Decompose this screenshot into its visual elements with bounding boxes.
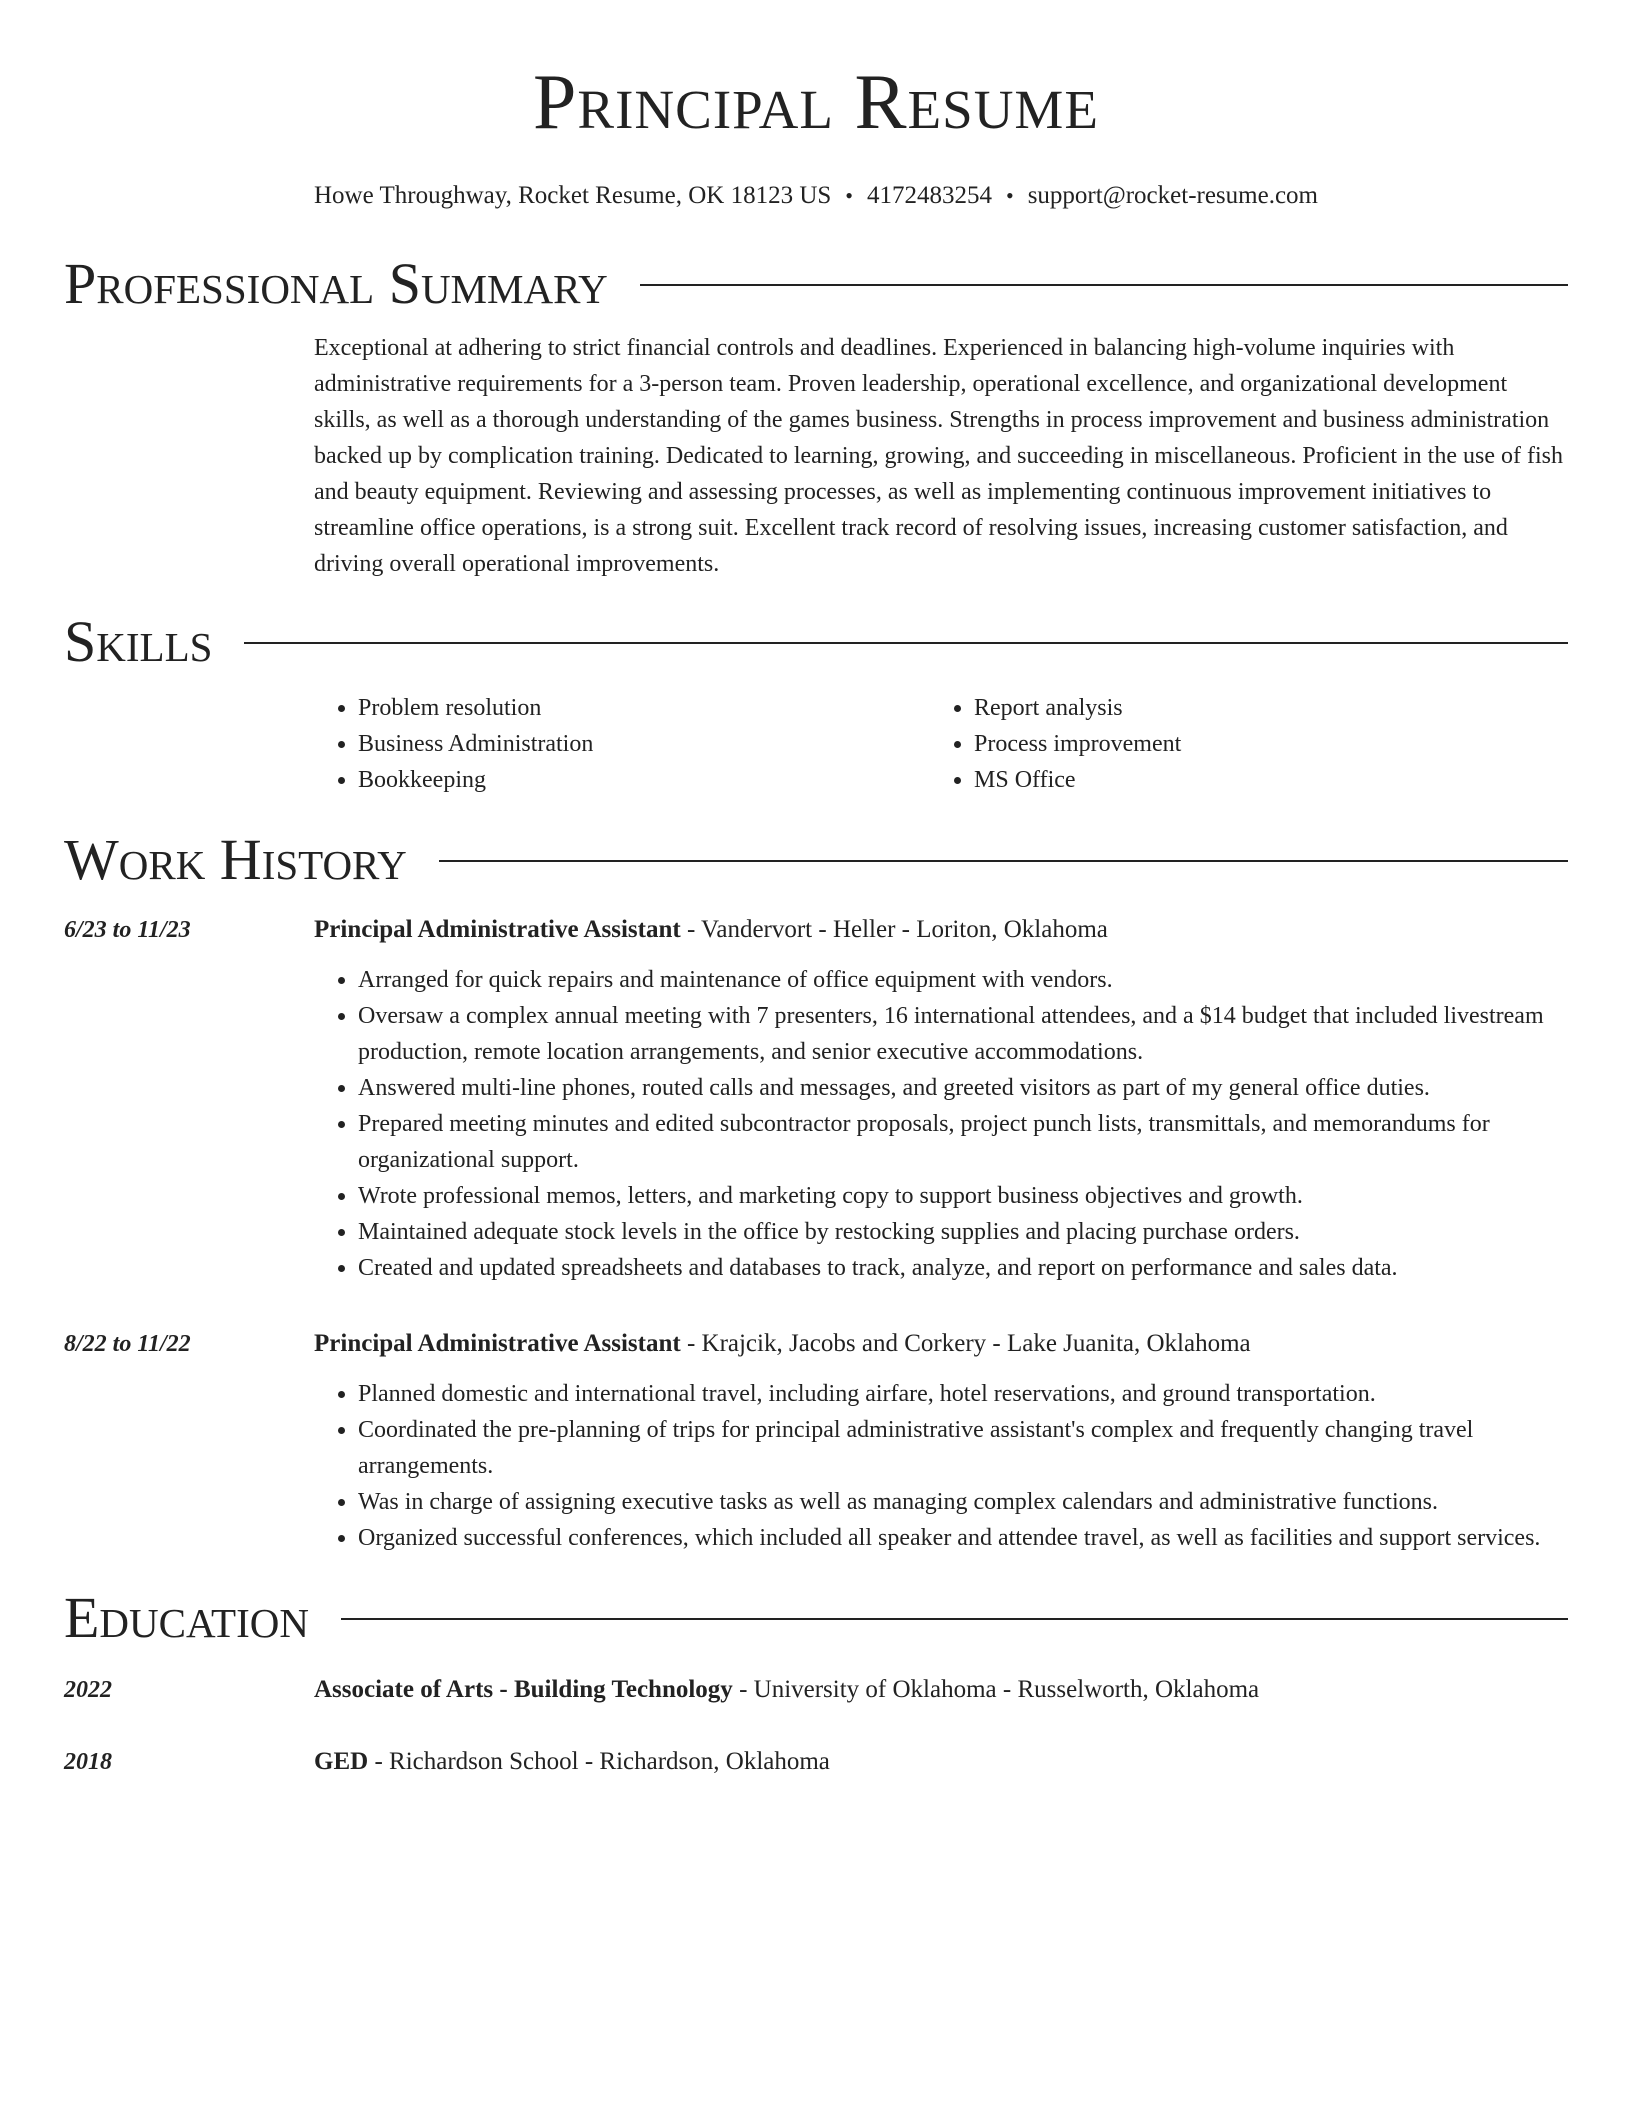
skill-item: • Process improvement [974, 726, 1546, 762]
job-bullet: • Coordinated the pre-planning of trips for principal administrative assistant's complex and frequently changing travel arrangements. [358, 1412, 1568, 1484]
education-school: - Richardson School - Richardson, Oklahoma [368, 1748, 830, 1775]
contact-line [64, 180, 1568, 212]
skills-column-right [930, 690, 1546, 798]
education-entry [64, 1744, 1568, 1780]
job-bullet: • Oversaw a complex annual meeting with 7 presenters, 16 international attendees, and a $14 budget that included livestream production, remote location arrangements, and senior executive accommodations. [358, 998, 1568, 1070]
address: Howe Throughway, Rocket Resume, OK 18123 US [313, 182, 832, 209]
education-year: 2018 [64, 1749, 112, 1775]
skill-item: • Problem resolution [358, 690, 930, 726]
skill-item: • MS Office [974, 762, 1546, 798]
job-dates: 8/22 to 11/22 [64, 1331, 191, 1357]
job-employer: - Vandervort - Heller - Loriton, Oklahoma [680, 916, 1108, 943]
skills-column-left [314, 690, 930, 798]
job-entry [64, 1326, 1568, 1556]
work-heading: Work History [64, 827, 407, 892]
job-bullet: • Prepared meeting minutes and edited subcontractor proposals, project punch lists, transmittals, and memorandums for organizational support. [358, 1106, 1568, 1178]
section-divider [341, 1618, 1568, 1620]
education-degree: Associate of Arts - Building Technology [314, 1676, 733, 1703]
skills-section-header [64, 610, 1568, 674]
education-entry [64, 1672, 1568, 1708]
resume-name: Principal Resume [533, 58, 1099, 145]
job-title: Principal Administrative Assistant [314, 1330, 681, 1357]
work-section-header [64, 828, 1568, 892]
job-bullets [314, 1376, 1568, 1556]
job-bullet: • Arranged for quick repairs and maintenance of office equipment with vendors. [358, 962, 1568, 998]
skill-item: • Bookkeeping [358, 762, 930, 798]
job-title: Principal Administrative Assistant [314, 916, 681, 943]
education-title-line [314, 1744, 830, 1780]
separator-dot: • [1006, 183, 1014, 208]
job-bullet: • Was in charge of assigning executive tasks as well as managing complex calendars and administrative functions. [358, 1484, 1568, 1520]
separator-dot: • [845, 183, 853, 208]
phone: 4172483254 [867, 182, 992, 209]
skill-item: • Report analysis [974, 690, 1546, 726]
job-body [314, 1326, 1568, 1556]
job-title-line [314, 1326, 1568, 1362]
job-bullets [314, 962, 1568, 1286]
education-section-header [64, 1586, 1568, 1650]
job-employer: - Krajcik, Jacobs and Corkery - Lake Juanita, Oklahoma [680, 1330, 1251, 1357]
job-bullet: • Planned domestic and international travel, including airfare, hotel reservations, and ground transportation. [358, 1376, 1568, 1412]
job-entry [64, 912, 1568, 1286]
education-year: 2022 [64, 1677, 112, 1703]
email: support@rocket-resume.com [1027, 182, 1318, 209]
skills-list [314, 690, 1568, 798]
summary-section-header [64, 252, 1568, 316]
section-divider [439, 860, 1568, 862]
skill-item: • Business Administration [358, 726, 930, 762]
job-bullet: • Organized successful conferences, which included all speaker and attendee travel, as well as facilities and support services. [358, 1520, 1568, 1556]
section-divider [640, 284, 1568, 286]
education-degree: GED [314, 1748, 369, 1775]
job-bullet: • Created and updated spreadsheets and databases to track, analyze, and report on performance and sales data. [358, 1250, 1568, 1286]
section-divider [244, 642, 1568, 644]
education-heading: Education [64, 1585, 309, 1650]
job-dates: 6/23 to 11/23 [64, 917, 191, 943]
skills-heading: Skills [64, 609, 213, 674]
job-bullet: • Maintained adequate stock levels in the office by restocking supplies and placing purchase orders. [358, 1214, 1568, 1250]
job-bullet: • Answered multi-line phones, routed calls and messages, and greeted visitors as part of my general office duties. [358, 1070, 1568, 1106]
job-body [314, 912, 1568, 1286]
job-bullet: • Wrote professional memos, letters, and marketing copy to support business objectives and growth. [358, 1178, 1568, 1214]
education-title-line [314, 1672, 1259, 1708]
summary-text: Exceptional at adhering to strict financial controls and deadlines. Experienced in balancing high-volume inquiries with administrative requirements for a 3-person team. Proven leadership, operational excellence, and organizational development skills, as well as a thorough understanding of the games business. Strengths in process improvement and business administration backed up by complication training. Dedicated to learning, growing, and succeeding in miscellaneous. Proficient in the use of fish and beauty equipment. Reviewing and assessing processes, as well as implementing continuous improvement initiatives to streamline office operations, is a strong suit. Excellent track record of resolving issues, increasing customer satisfaction, and driving overall operational improvements. [314, 335, 1563, 577]
education-school: - University of Oklahoma - Russelworth, Oklahoma [732, 1676, 1260, 1703]
summary-heading: Professional Summary [64, 251, 608, 316]
job-title-line [314, 912, 1568, 948]
